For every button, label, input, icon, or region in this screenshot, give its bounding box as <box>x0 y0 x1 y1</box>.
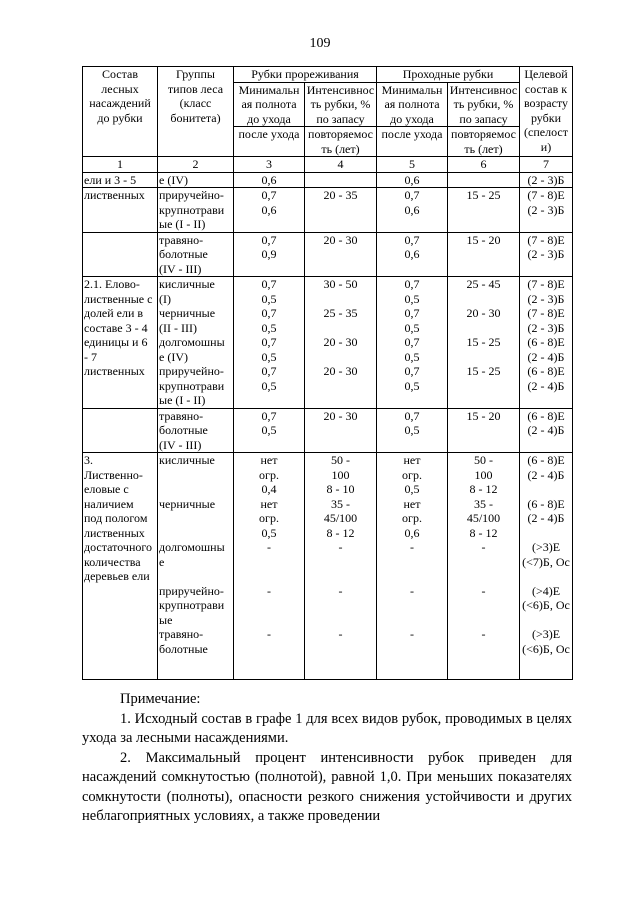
header-target-composition: Целевой состав к возрасту рубки (спелост и) <box>520 67 573 157</box>
header-min-density-pass: Минимальн ая полнота до ухода <box>377 82 448 127</box>
cell-forest-type: травяно- болотные (IV - III) <box>158 232 234 277</box>
table-row <box>83 277 573 409</box>
col-num: 1 <box>83 157 158 173</box>
cell-composition: 2.1. Елово- лиственные с долей ели в составе 3 - 4 единицы и 6 - 7 лиственных <box>83 277 158 409</box>
header-repeat-pass: повторяемос ть (лет) <box>448 127 520 157</box>
cell-target: (7 - 8)Е (2 - 3)Б (7 - 8)Е (2 - 3)Б (6 - 8)Е (2 - 4)Б (6 - 8)Е (2 - 4)Б <box>520 277 573 409</box>
cell-min-density: 0,7 0,5 0,7 0,5 0,7 0,5 0,7 0,5 <box>377 277 448 409</box>
cell-min-density: 0,6 <box>234 172 305 188</box>
col-num: 6 <box>448 157 520 173</box>
table-row <box>83 408 573 453</box>
notes-section <box>82 690 572 827</box>
cell-intensity: 50 - 100 8 - 10 35 - 45/100 8 - 12 - - - <box>305 453 377 680</box>
cell-intensity: 15 - 20 <box>448 408 520 453</box>
cell-composition: 3. Лиственно- еловые с наличием под пологом лиственных достаточного количества деревьев ели <box>83 453 158 680</box>
cell-min-density: 0,6 <box>377 172 448 188</box>
cell-min-density: 0,7 0,6 <box>377 188 448 233</box>
header-thinning: Рубки прореживания <box>234 67 377 83</box>
header-forest-types: Группы типов леса (класс бонитета) <box>158 67 234 157</box>
cell-target: (2 - 3)Б <box>520 172 573 188</box>
cell-intensity: 15 - 25 <box>448 188 520 233</box>
header-min-density-thin: Минимальн ая полнота до ухода <box>234 82 305 127</box>
cell-composition: ели и 3 - 5 <box>83 172 158 188</box>
cell-target: (6 - 8)Е (2 - 4)Б <box>520 408 573 453</box>
header-repeat-thin: повторяемос ть (лет) <box>305 127 377 157</box>
cell-intensity <box>448 172 520 188</box>
cell-intensity: 25 - 45 20 - 30 15 - 25 15 - 25 <box>448 277 520 409</box>
header-intensity-thin: Интенсивнос ть рубки, % по запасу <box>305 82 377 127</box>
col-num: 4 <box>305 157 377 173</box>
column-numbers-row <box>83 157 573 173</box>
cell-target: (7 - 8)Е (2 - 3)Б <box>520 188 573 233</box>
table-row <box>83 188 573 233</box>
note-1: 1. Исходный состав в графе 1 для всех видов рубок, проводимых в целях ухода за лесными насаждениями. <box>82 710 572 746</box>
cell-intensity: 20 - 30 <box>305 408 377 453</box>
forest-care-table <box>82 66 573 680</box>
cell-intensity: 30 - 50 25 - 35 20 - 30 20 - 30 <box>305 277 377 409</box>
cell-intensity: 20 - 30 <box>305 232 377 277</box>
col-num: 5 <box>377 157 448 173</box>
cell-forest-type: приручейно- крупнотрави ые (I - II) <box>158 188 234 233</box>
cell-composition <box>83 408 158 453</box>
note-2: 2. Максимальный процент интенсивности рубок приведен для насаждений сомкнутостью (полнотой), равной 1,0. При меньших показателях сомкнутости (полноты), опасности резкого снижения устойчивости и других неблагоприятных условиях, а также проведении <box>82 749 572 824</box>
cell-intensity <box>305 172 377 188</box>
col-num: 3 <box>234 157 305 173</box>
cell-intensity: 50 - 100 8 - 12 35 - 45/100 8 - 12 - - - <box>448 453 520 680</box>
header-after-care-pass: после ухода <box>377 127 448 157</box>
cell-min-density: 0,7 0,9 <box>234 232 305 277</box>
page-number: 109 <box>309 36 331 51</box>
cell-min-density: 0,7 0,6 <box>234 188 305 233</box>
cell-min-density: 0,7 0,5 0,7 0,5 0,7 0,5 0,7 0,5 <box>234 277 305 409</box>
cell-min-density: 0,7 0,5 <box>234 408 305 453</box>
cell-min-density: нет огр. 0,5 нет огр. 0,6 - - - <box>377 453 448 680</box>
header-passage-cuts: Проходные рубки <box>377 67 520 83</box>
cell-intensity: 15 - 20 <box>448 232 520 277</box>
header-after-care-thin: после ухода <box>234 127 305 157</box>
cell-composition <box>83 232 158 277</box>
cell-target: (7 - 8)Е (2 - 3)Б <box>520 232 573 277</box>
cell-min-density: 0,7 0,6 <box>377 232 448 277</box>
cell-target: (6 - 8)Е (2 - 4)Б (6 - 8)Е (2 - 4)Б (>3)Е (<7)Б, Ос (>4)Е (<6)Б, Ос (>3)Е (<6)Б, Ос <box>520 453 573 680</box>
col-num: 2 <box>158 157 234 173</box>
table-row <box>83 453 573 680</box>
cell-min-density: 0,7 0,5 <box>377 408 448 453</box>
header-intensity-pass: Интенсивнос ть рубки, % по запасу <box>448 82 520 127</box>
cell-forest-type: травяно- болотные (IV - III) <box>158 408 234 453</box>
cell-intensity: 20 - 35 <box>305 188 377 233</box>
notes-title: Примечание: <box>120 691 201 707</box>
header-composition: Состав лесных насаждений до рубки <box>83 67 158 157</box>
table-row <box>83 172 573 188</box>
cell-min-density: нет огр. 0,4 нет огр. 0,5 - - - <box>234 453 305 680</box>
cell-composition: лиственных <box>83 188 158 233</box>
cell-forest-type: е (IV) <box>158 172 234 188</box>
cell-forest-type: кисличные черничные долгомошны е приручейно- крупнотрави ые травяно- болотные <box>158 453 234 680</box>
cell-forest-type: кисличные (I) черничные (II - III) долгомошны е (IV) приручейно- крупнотрави ые (I - II) <box>158 277 234 409</box>
table-row <box>83 232 573 277</box>
col-num: 7 <box>520 157 573 173</box>
